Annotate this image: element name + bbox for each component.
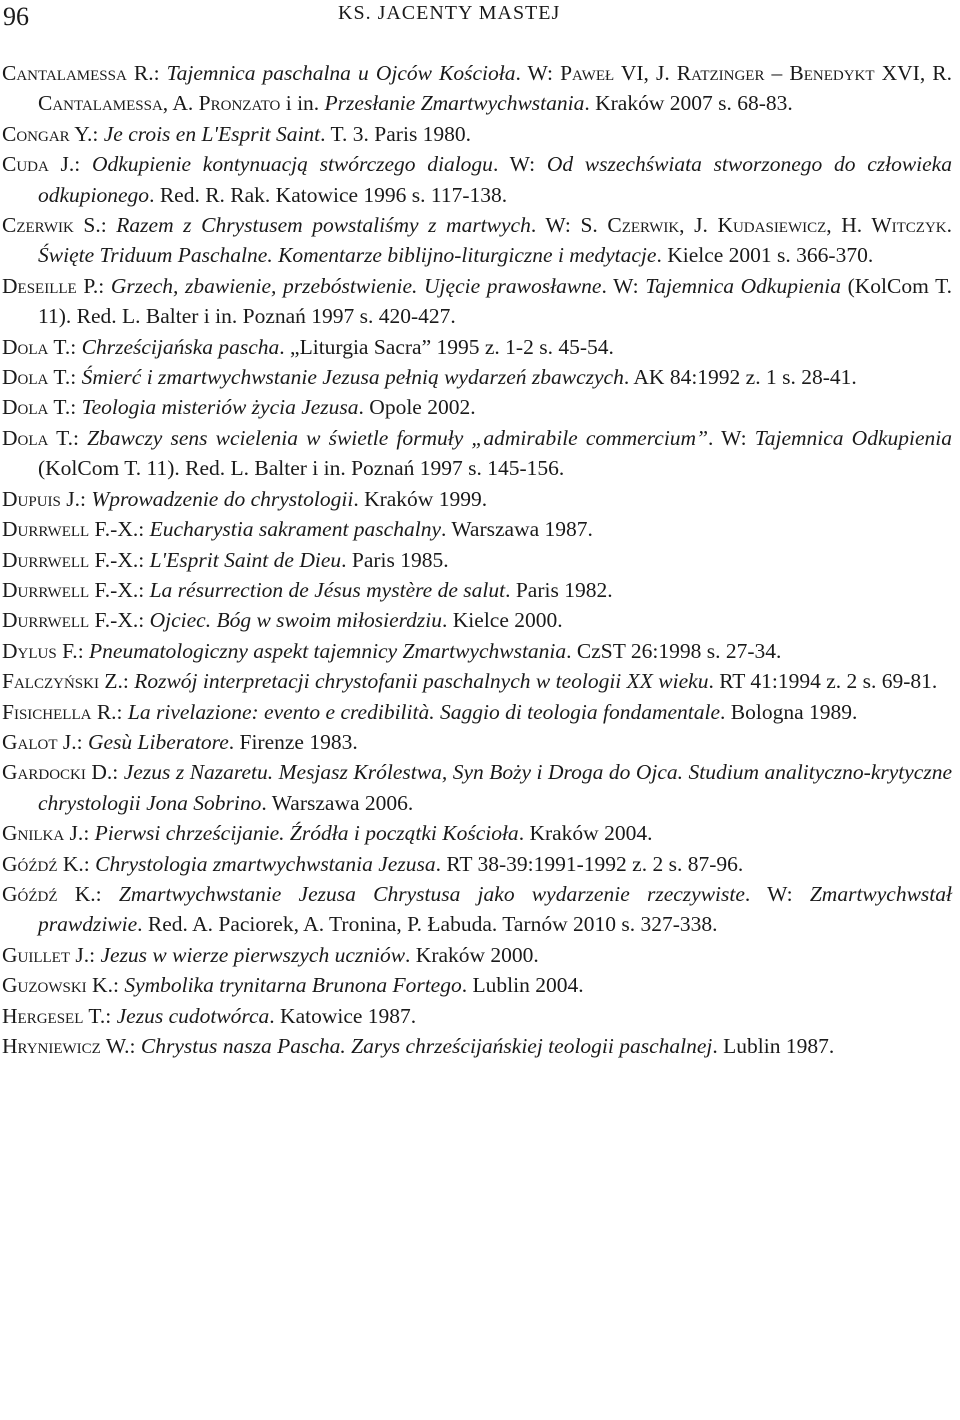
bibliography-entry bbox=[2, 970, 952, 1000]
entry-text: : bbox=[95, 881, 119, 906]
entry-title: Tajemnica paschalna u Ojców Kościoła bbox=[166, 61, 516, 85]
entry-author: Góźdź K. bbox=[2, 851, 84, 876]
entry-title: Odkupienie kontynuacją stwórczego dialogu bbox=[91, 152, 493, 177]
bibliography-entry bbox=[2, 58, 952, 119]
entry-author: Dupuis J. bbox=[2, 486, 80, 511]
bibliography-entry bbox=[2, 849, 952, 879]
entry-text: : bbox=[112, 973, 125, 998]
entry-author: Galot J. bbox=[2, 729, 77, 754]
entry-title: Je crois en L'Esprit Saint bbox=[103, 121, 321, 146]
entry-text: . Red. A. Paciorek, A. Tronina, P. Łabuda. Tarnów 2010 s. 327-338. bbox=[137, 912, 718, 937]
entry-author: Dylus F. bbox=[2, 638, 78, 663]
bibliography-entry bbox=[2, 514, 952, 544]
entry-text: . Kraków 1999. bbox=[353, 486, 488, 511]
entry-text: : bbox=[98, 273, 111, 298]
entry-text: (KolCom T. 11). Red. L. Balter i in. Poznań 1997 s. 145-156. bbox=[38, 456, 565, 481]
bibliography-entry bbox=[2, 697, 952, 727]
entry-title: Jezus cudotwórca bbox=[116, 1003, 270, 1028]
entry-text: . Kielce 2000. bbox=[442, 608, 563, 633]
entry-title: Teologia misteriów życia Jezusa bbox=[81, 395, 359, 420]
entry-author: Dola T. bbox=[2, 425, 73, 450]
entry-text: . W: bbox=[530, 213, 581, 238]
entry-title: Zmartwychwstał prawdziwie bbox=[38, 881, 952, 937]
entry-text: . Lublin 1987. bbox=[712, 1034, 835, 1058]
entry-text: : bbox=[105, 1003, 117, 1028]
entry-text: : bbox=[89, 942, 101, 967]
entry-text: . Paris 1985. bbox=[341, 547, 449, 572]
entry-author: Czerwik S. bbox=[2, 213, 101, 238]
entry-text: . Warszawa 1987. bbox=[441, 517, 593, 542]
entry-text: : bbox=[70, 365, 82, 390]
bibliography-entry bbox=[2, 149, 952, 210]
entry-text: : bbox=[129, 1034, 141, 1058]
entry-text: : bbox=[70, 334, 82, 359]
entry-text: . RT 41:1994 z. 2 s. 69-81. bbox=[708, 669, 938, 694]
bibliography-entry bbox=[2, 423, 952, 484]
entry-author: Durrwell F.-X. bbox=[2, 547, 139, 572]
entry-author: Dola T. bbox=[2, 365, 71, 390]
entry-text: . „Liturgia Sacra” 1995 z. 1-2 s. 45-54. bbox=[279, 334, 614, 359]
entry-text: : bbox=[138, 547, 150, 572]
entry-text: . Katowice 1987. bbox=[269, 1003, 417, 1028]
entry-title: Chrześcijańska pascha bbox=[81, 334, 280, 359]
entry-author: Guillet J. bbox=[2, 942, 90, 967]
entry-author: Congar Y. bbox=[2, 121, 93, 146]
entry-title: Od wszechświata stworzonego do człowieka odkupionego bbox=[38, 152, 952, 207]
entry-text: : bbox=[92, 121, 104, 146]
bibliography-entry bbox=[2, 757, 952, 818]
entry-title: Jezus w wierze pierwszych uczniów bbox=[100, 942, 406, 967]
entry-text: : bbox=[122, 669, 135, 694]
bibliography-entry bbox=[2, 392, 952, 422]
entry-text: : bbox=[116, 699, 128, 724]
entry-title: Ojciec. Bóg w swoim miłosierdziu bbox=[149, 608, 443, 633]
entry-title: Chrystologia zmartwychwstania Jezusa bbox=[95, 851, 436, 876]
entry-author: Durrwell F.-X. bbox=[2, 577, 139, 602]
bibliography-entry bbox=[2, 1031, 952, 1061]
bibliography-entry bbox=[2, 484, 952, 514]
entry-title: Razem z Chrystusem powstaliśmy z martwych bbox=[116, 213, 531, 238]
bibliography-entry bbox=[2, 666, 952, 696]
entry-author: Dola T. bbox=[2, 334, 71, 359]
entry-text: : bbox=[100, 213, 117, 238]
entry-text: . Lublin 2004. bbox=[461, 973, 584, 998]
entry-text: . Kraków 2000. bbox=[405, 942, 539, 967]
entry-author: Cuda J. bbox=[2, 152, 75, 177]
bibliography-entry bbox=[2, 727, 952, 757]
running-header bbox=[0, 0, 960, 40]
entry-text: : bbox=[138, 577, 150, 602]
bibliography-entry bbox=[2, 545, 952, 575]
entry-text: . Firenze 1983. bbox=[228, 729, 358, 754]
entry-author: Gnilka J. bbox=[2, 821, 84, 846]
entry-title: Wprowadzenie do chrystologii bbox=[91, 486, 354, 511]
bibliography-entry bbox=[2, 636, 952, 666]
bibliography-entry bbox=[2, 210, 952, 271]
bibliography-entry bbox=[2, 1001, 952, 1031]
entry-text: . CzST 26:1998 s. 27-34. bbox=[566, 638, 782, 663]
bibliography-entry bbox=[2, 332, 952, 362]
entry-text: : bbox=[70, 395, 82, 420]
entry-author: Deseille P. bbox=[2, 273, 99, 298]
entry-title: Jezus z Nazaretu. Mesjasz Królestwa, Syn Boży i Droga do Ojca. Studium analityczno-krytyczne chrystologii Jona Sobrino bbox=[38, 760, 952, 815]
entry-text: . Red. R. Rak. Katowice 1996 s. 117-138. bbox=[149, 182, 508, 207]
entry-title: Chrystus nasza Pascha. Zarys chrześcijańskiej teologii paschalnej bbox=[140, 1034, 713, 1058]
entry-text: . W: bbox=[515, 61, 561, 85]
bibliography-entry bbox=[2, 818, 952, 848]
entry-text: . W: bbox=[601, 273, 646, 298]
entry-text: : bbox=[83, 851, 96, 876]
bibliography-entry bbox=[2, 879, 952, 940]
entry-title: Tajemnica Odkupienia bbox=[754, 425, 952, 450]
entry-author: Dola T. bbox=[2, 395, 71, 420]
entry-text: . Opole 2002. bbox=[358, 395, 476, 420]
entry-text: : bbox=[73, 425, 88, 450]
entry-text: . Kraków 2004. bbox=[518, 821, 653, 846]
entry-title: Rozwój interpretacji chrystofanii paschalnych w teologii XX wieku bbox=[134, 669, 709, 694]
entry-author: Fisichella R. bbox=[2, 699, 117, 724]
entry-text: . AK 84:1992 z. 1 s. 28-41. bbox=[623, 365, 857, 390]
entry-text: . Paris 1982. bbox=[505, 577, 613, 602]
bibliography-entry bbox=[2, 940, 952, 970]
entry-title: Pierwsi chrześcijanie. Źródła i początki Kościoła bbox=[94, 821, 519, 846]
entry-title: Śmierć i zmartwychwstanie Jezusa pełnią wydarzeń zbawczych bbox=[81, 365, 624, 390]
entry-author: Cantalamessa R. bbox=[2, 61, 154, 85]
entry-title: Pneumatologiczny aspekt tajemnicy Zmartwychwstania bbox=[89, 638, 567, 663]
bibliography-entry bbox=[2, 605, 952, 635]
entry-text: : bbox=[83, 821, 95, 846]
entry-author: Guzowski K. bbox=[2, 973, 113, 998]
entry-text: . Kielce 2001 s. 366-370. bbox=[656, 243, 874, 268]
entry-text: . W: bbox=[744, 881, 810, 906]
entry-text: . Warszawa 2006. bbox=[261, 790, 414, 815]
entry-text: . W: bbox=[708, 425, 755, 450]
entry-text: . W: bbox=[492, 152, 547, 177]
entry-author: Falczyński Z. bbox=[2, 669, 123, 694]
entry-title: Eucharystia sakrament paschalny bbox=[149, 517, 441, 542]
entry-text: i in. bbox=[280, 91, 325, 116]
entry-text: . bbox=[946, 213, 952, 238]
entry-title: Symbolika trynitarna Brunona Fortego bbox=[124, 973, 462, 998]
entry-text: . T. 3. Paris 1980. bbox=[320, 121, 472, 146]
entry-author: Góźdź K. bbox=[2, 881, 96, 906]
entry-text: . RT 38-39:1991-1992 z. 2 s. 87-96. bbox=[435, 851, 744, 876]
bibliography-entry bbox=[2, 119, 952, 149]
entry-title: La résurrection de Jésus mystère de salut bbox=[149, 577, 506, 602]
entry-title: Tajemnica Odkupienia bbox=[645, 273, 841, 298]
entry-author: Hergesel T. bbox=[2, 1003, 106, 1028]
entry-author: S. Czerwik, J. Kudasiewicz, H. Witczyk bbox=[580, 213, 947, 238]
entry-author: Gardocki D. bbox=[2, 760, 113, 785]
running-title: KS. JACENTY MASTEJ bbox=[338, 2, 561, 24]
bibliography-entry bbox=[2, 575, 952, 605]
entry-text: : bbox=[77, 638, 90, 663]
entry-author: Hryniewicz W. bbox=[2, 1034, 130, 1058]
entry-text: : bbox=[153, 61, 167, 85]
entry-text: : bbox=[80, 486, 92, 511]
entry-title: Grzech, zbawienie, przebóstwienie. Ujęcie prawosławne bbox=[110, 273, 602, 298]
entry-text: : bbox=[138, 608, 150, 633]
entry-author: Durrwell F.-X. bbox=[2, 608, 139, 633]
entry-text: (KolCom T. 11). Red. L. Balter i in. Poznań 1997 s. 420-427. bbox=[38, 273, 953, 329]
bibliography-entry bbox=[2, 271, 952, 332]
entry-author: Durrwell F.-X. bbox=[2, 517, 139, 542]
entry-title: L'Esprit Saint de Dieu bbox=[149, 547, 342, 572]
entry-title: Święte Triduum Paschalne. Komentarze biblijno-liturgiczne i medytacje bbox=[38, 243, 657, 268]
page-number: 96 bbox=[3, 2, 29, 31]
entry-title: Gesù Liberatore bbox=[88, 729, 229, 754]
entry-text: . Bologna 1989. bbox=[720, 699, 858, 724]
entry-title: Przesłanie Zmartwychwstania bbox=[324, 91, 585, 116]
entry-text: : bbox=[138, 517, 150, 542]
entry-text: : bbox=[74, 152, 92, 177]
entry-title: La rivelazione: evento e credibilità. Saggio di teologia fondamentale bbox=[127, 699, 721, 724]
entry-text: : bbox=[112, 760, 124, 785]
entry-title: Zbawczy sens wcielenia w świetle formuły „admirabile commercium” bbox=[87, 425, 709, 450]
entry-title: Zmartwychwstanie Jezusa Chrystusa jako wydarzenie rzeczywiste bbox=[118, 881, 745, 906]
entry-text: : bbox=[76, 729, 88, 754]
entry-author: Paweł VI, J. Ratzinger – Benedykt XVI, R. Cantalamessa, A. Pronzato bbox=[38, 61, 952, 116]
entry-text: . Kraków 2007 s. 68-83. bbox=[584, 91, 793, 116]
bibliography-list bbox=[2, 58, 952, 1061]
bibliography-entry bbox=[2, 362, 952, 392]
